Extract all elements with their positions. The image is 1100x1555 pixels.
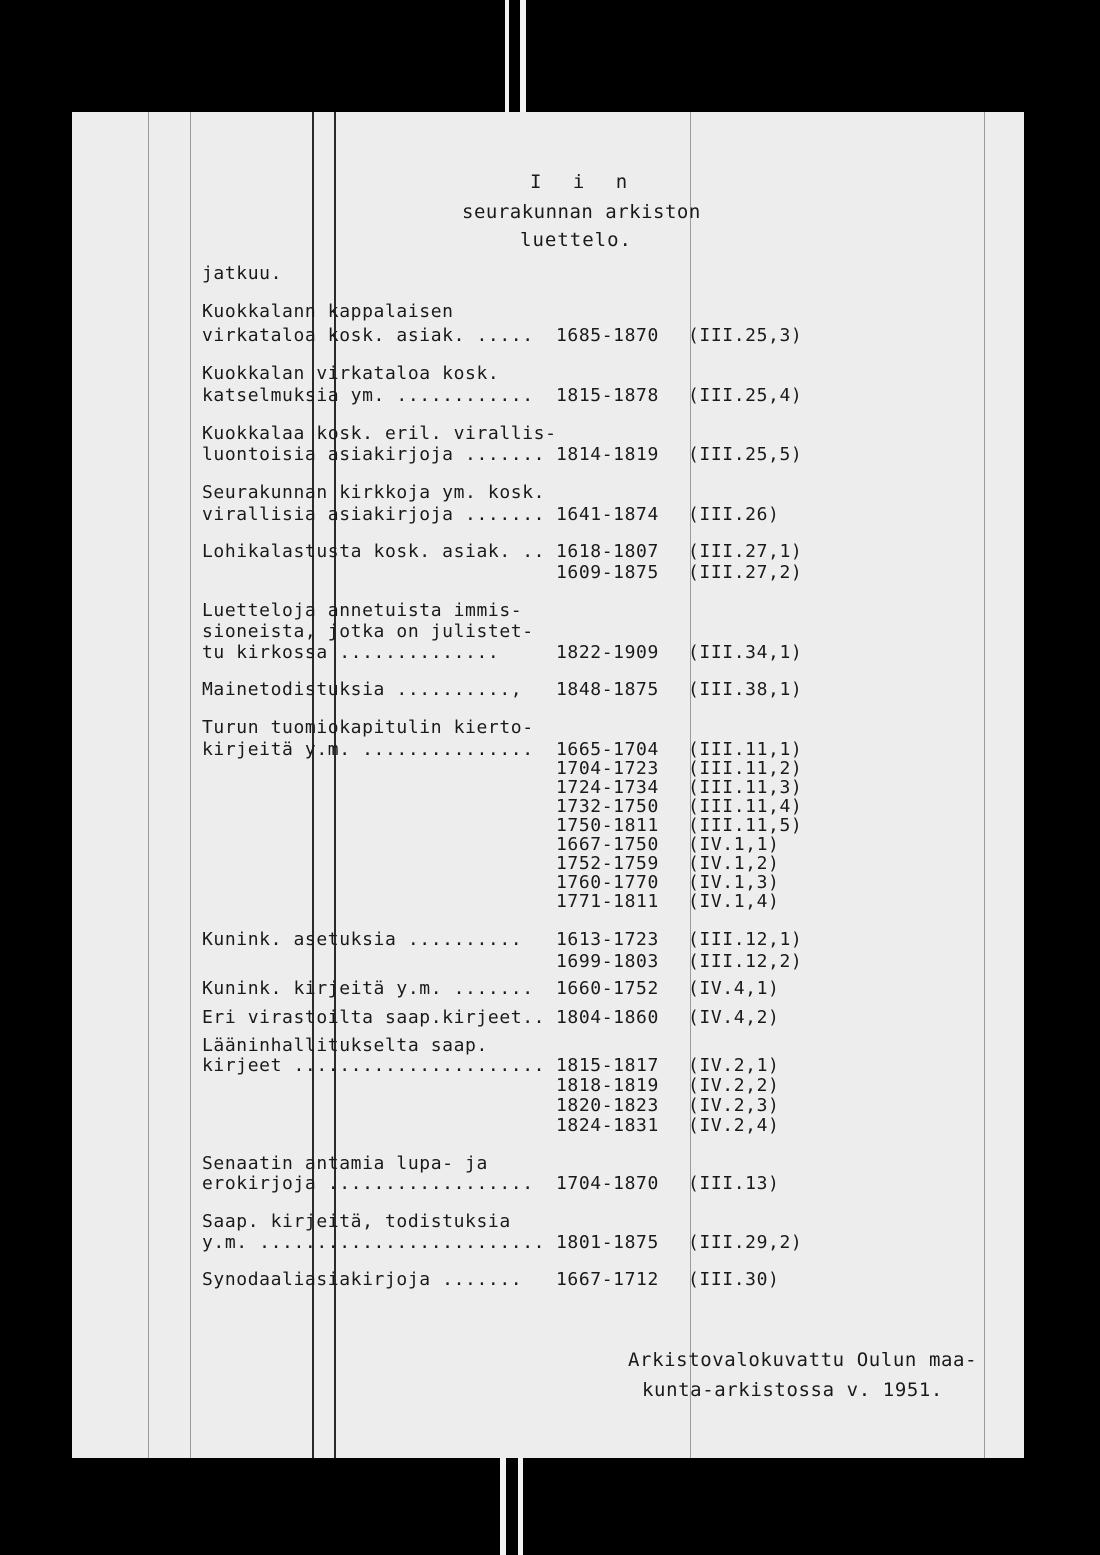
entry-years: 1667-1712	[556, 1269, 659, 1290]
entry-ref: (III.25,5)	[688, 444, 803, 465]
entry-years: 1667-1750	[556, 834, 659, 855]
entry-years: 1804-1860	[556, 1007, 659, 1028]
entry-title: Eri virastoilta saap.kirjeet..	[202, 1007, 546, 1028]
entry-title: Kuokkalaa kosk. eril. virallis-	[202, 423, 557, 444]
entry-years: 1704-1723	[556, 758, 659, 779]
entry-title: Kuokkalann kappalaisen	[202, 301, 454, 322]
entry-ref: (IV.4,2)	[688, 1007, 780, 1028]
entry-ref: (IV.2,4)	[688, 1115, 780, 1136]
entry-years: 1618-1807	[556, 541, 659, 562]
entry-years: 1665-1704	[556, 739, 659, 760]
entry-title: Kunink. kirjeitä y.m. .......	[202, 978, 534, 999]
header-subtitle-2: luettelo.	[520, 229, 632, 251]
entry-years: 1750-1811	[556, 815, 659, 836]
entry-title: luontoisia asiakirjoja .......	[202, 444, 546, 465]
header-subtitle: seurakunnan arkiston	[462, 201, 701, 223]
continued-label: jatkuu.	[202, 263, 283, 284]
entry-years: 1801-1875	[556, 1232, 659, 1253]
entry-ref: (IV.1,4)	[688, 891, 780, 912]
scan-line-faint	[984, 112, 985, 1458]
entry-years: 1848-1875	[556, 679, 659, 700]
entry-years: 1820-1823	[556, 1095, 659, 1116]
entry-ref: (IV.4,1)	[688, 978, 780, 999]
entry-ref: (III.25,3)	[688, 325, 803, 346]
entry-ref: (IV.1,3)	[688, 872, 780, 893]
film-mark-bottom-2	[518, 1458, 523, 1555]
entry-years: 1724-1734	[556, 777, 659, 798]
entry-title: sioneista, jotka on julistet-	[202, 621, 534, 642]
entry-ref: (III.11,4)	[688, 796, 803, 817]
entry-years: 1660-1752	[556, 978, 659, 999]
entry-title: kirjeitä y.m. ...............	[202, 739, 534, 760]
entry-title: Senaatin antamia lupa- ja	[202, 1153, 488, 1174]
scan-line-faint	[190, 112, 191, 1458]
entry-title: Synodaaliasiakirjoja .......	[202, 1269, 523, 1290]
entry-ref: (IV.1,2)	[688, 853, 780, 874]
entry-ref: (III.38,1)	[688, 679, 803, 700]
entry-title: Mainetodistuksia ..........,	[202, 679, 523, 700]
entry-ref: (III.11,2)	[688, 758, 803, 779]
entry-ref: (III.11,3)	[688, 777, 803, 798]
entry-title: tu kirkossa ..............	[202, 642, 500, 663]
entry-ref: (III.11,1)	[688, 739, 803, 760]
entry-title: Kuokkalan virkataloa kosk.	[202, 363, 500, 384]
entry-ref: (IV.1,1)	[688, 834, 780, 855]
entry-ref: (III.29,2)	[688, 1232, 803, 1253]
footer-note: Arkistovalokuvattu Oulun maa-	[628, 1349, 978, 1371]
entry-ref: (III.26)	[688, 504, 780, 525]
entry-ref: (III.27,2)	[688, 562, 803, 583]
entry-ref: (III.12,1)	[688, 929, 803, 950]
entry-years: 1760-1770	[556, 872, 659, 893]
entry-title: Saap. kirjeitä, todistuksia	[202, 1211, 511, 1232]
entry-ref: (III.11,5)	[688, 815, 803, 836]
entry-title: virkataloa kosk. asiak. .....	[202, 325, 534, 346]
footer-note: kunta-arkistossa v. 1951.	[642, 1379, 943, 1401]
entry-years: 1609-1875	[556, 562, 659, 583]
entry-title: Seurakunnan kirkkoja ym. kosk.	[202, 482, 546, 503]
entry-years: 1822-1909	[556, 642, 659, 663]
entry-title: kirjeet ......................	[202, 1055, 546, 1076]
film-mark-bottom-1	[500, 1458, 506, 1555]
entry-title: virallisia asiakirjoja .......	[202, 504, 546, 525]
entry-ref: (III.34,1)	[688, 642, 803, 663]
entry-years: 1641-1874	[556, 504, 659, 525]
entry-years: 1824-1831	[556, 1115, 659, 1136]
entry-ref: (IV.2,2)	[688, 1075, 780, 1096]
entry-title: y.m. .........................	[202, 1232, 546, 1253]
entry-ref: (III.27,1)	[688, 541, 803, 562]
entry-years: 1752-1759	[556, 853, 659, 874]
entry-title: Turun tuomiokapitulin kierto-	[202, 717, 534, 738]
film-mark-top-2	[520, 0, 526, 112]
film-mark-top-1	[505, 0, 509, 112]
entry-ref: (IV.2,3)	[688, 1095, 780, 1116]
entry-title: erokirjoja ..................	[202, 1173, 534, 1194]
entry-years: 1613-1723	[556, 929, 659, 950]
entry-years: 1818-1819	[556, 1075, 659, 1096]
entry-ref: (III.30)	[688, 1269, 780, 1290]
entry-ref: (III.25,4)	[688, 385, 803, 406]
entry-ref: (IV.2,1)	[688, 1055, 780, 1076]
entry-years: 1685-1870	[556, 325, 659, 346]
entry-years: 1815-1878	[556, 385, 659, 406]
entry-title: Luetteloja annetuista immis-	[202, 600, 523, 621]
entry-years: 1704-1870	[556, 1173, 659, 1194]
entry-years: 1771-1811	[556, 891, 659, 912]
entry-title: Lohikalastusta kosk. asiak. ..	[202, 541, 546, 562]
entry-ref: (III.13)	[688, 1173, 780, 1194]
entry-title: katselmuksia ym. ............	[202, 385, 534, 406]
entry-ref: (III.12,2)	[688, 951, 803, 972]
entry-years: 1814-1819	[556, 444, 659, 465]
entry-years: 1732-1750	[556, 796, 659, 817]
document-page	[72, 112, 1024, 1458]
entry-title: Kunink. asetuksia ..........	[202, 929, 523, 950]
header-title: I i n	[530, 171, 638, 193]
entry-years: 1699-1803	[556, 951, 659, 972]
entry-title: Lääninhallitukselta saap.	[202, 1035, 488, 1056]
scan-line-faint	[148, 112, 149, 1458]
entry-years: 1815-1817	[556, 1055, 659, 1076]
